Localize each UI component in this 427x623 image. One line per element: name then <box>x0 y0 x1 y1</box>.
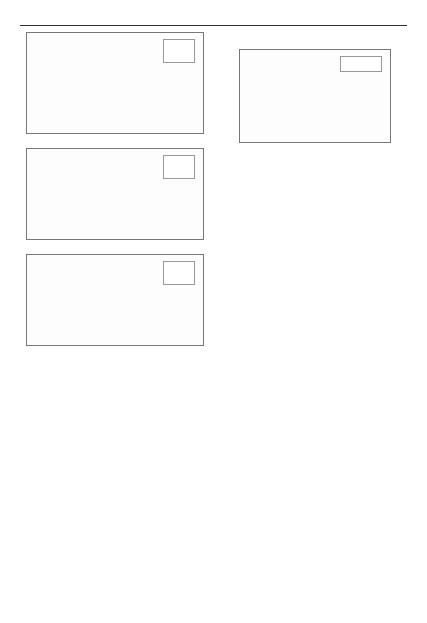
section-heading <box>221 33 409 43</box>
section-heading <box>221 160 409 170</box>
plot-panel <box>26 148 204 240</box>
subfigure-caption <box>20 348 210 356</box>
subfigure-caption <box>20 136 210 144</box>
equation <box>20 390 210 401</box>
plot-panel <box>239 49 391 143</box>
figure-title <box>20 360 210 369</box>
plot-panel <box>26 32 204 134</box>
left-column <box>20 30 210 405</box>
subfigure-caption <box>20 242 210 250</box>
plot-legend <box>163 155 195 179</box>
plot-legend <box>163 261 195 285</box>
right-column <box>221 30 409 172</box>
plot-legend <box>163 39 195 63</box>
equation <box>20 375 210 386</box>
running-header <box>20 12 407 26</box>
plot-legend <box>340 56 382 72</box>
figure-title <box>221 145 409 154</box>
plot-panel <box>26 254 204 346</box>
